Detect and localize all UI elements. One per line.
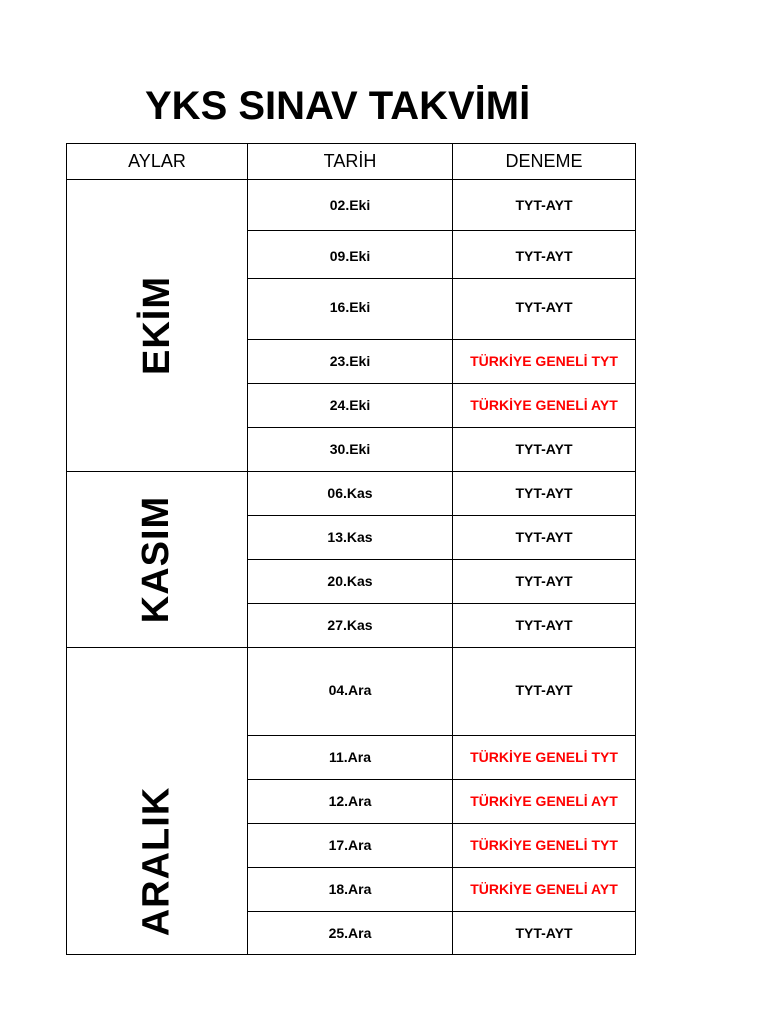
- exam-cell: TYT-AYT: [453, 472, 636, 516]
- date-cell: 12.Ara: [248, 780, 453, 824]
- exam-cell: TYT-AYT: [453, 231, 636, 279]
- exam-cell-highlight: TÜRKİYE GENELİ TYT: [453, 736, 636, 780]
- exam-schedule-table: [66, 143, 636, 955]
- exam-cell: TYT-AYT: [453, 648, 636, 736]
- date-cell: 27.Kas: [248, 604, 453, 648]
- month-cell-ekim: [67, 180, 248, 472]
- header-month: AYLAR: [67, 144, 248, 180]
- date-cell: 23.Eki: [248, 340, 453, 384]
- table-row: [67, 180, 636, 231]
- date-cell: 24.Eki: [248, 384, 453, 428]
- date-cell: 11.Ara: [248, 736, 453, 780]
- month-cell-aralik: [67, 648, 248, 955]
- date-cell: 13.Kas: [248, 516, 453, 560]
- exam-cell-highlight: TÜRKİYE GENELİ AYT: [453, 868, 636, 912]
- month-cell-kasim: [67, 472, 248, 648]
- exam-cell-highlight: TÜRKİYE GENELİ TYT: [453, 340, 636, 384]
- header-row: [67, 144, 636, 180]
- header-date: TARİH: [248, 144, 453, 180]
- date-cell: 06.Kas: [248, 472, 453, 516]
- table-row: [67, 648, 636, 736]
- header-exam: DENEME: [453, 144, 636, 180]
- exam-cell-highlight: TÜRKİYE GENELİ AYT: [453, 780, 636, 824]
- exam-cell: TYT-AYT: [453, 912, 636, 955]
- date-cell: 18.Ara: [248, 868, 453, 912]
- exam-cell-highlight: TÜRKİYE GENELİ AYT: [453, 384, 636, 428]
- date-cell: 16.Eki: [248, 279, 453, 340]
- month-label: KASIM: [135, 495, 178, 624]
- exam-cell: TYT-AYT: [453, 180, 636, 231]
- date-cell: 25.Ara: [248, 912, 453, 955]
- exam-cell: TYT-AYT: [453, 604, 636, 648]
- exam-cell: TYT-AYT: [453, 279, 636, 340]
- table-row: [67, 472, 636, 516]
- month-label: ARALIK: [135, 786, 178, 936]
- date-cell: 30.Eki: [248, 428, 453, 472]
- date-cell: 02.Eki: [248, 180, 453, 231]
- page-title: YKS SINAV TAKVİMİ: [145, 84, 531, 128]
- date-cell: 09.Eki: [248, 231, 453, 279]
- exam-cell-highlight: TÜRKİYE GENELİ TYT: [453, 824, 636, 868]
- month-label: EKİM: [135, 276, 178, 375]
- exam-cell: TYT-AYT: [453, 560, 636, 604]
- exam-cell: TYT-AYT: [453, 516, 636, 560]
- date-cell: 04.Ara: [248, 648, 453, 736]
- date-cell: 17.Ara: [248, 824, 453, 868]
- date-cell: 20.Kas: [248, 560, 453, 604]
- exam-cell: TYT-AYT: [453, 428, 636, 472]
